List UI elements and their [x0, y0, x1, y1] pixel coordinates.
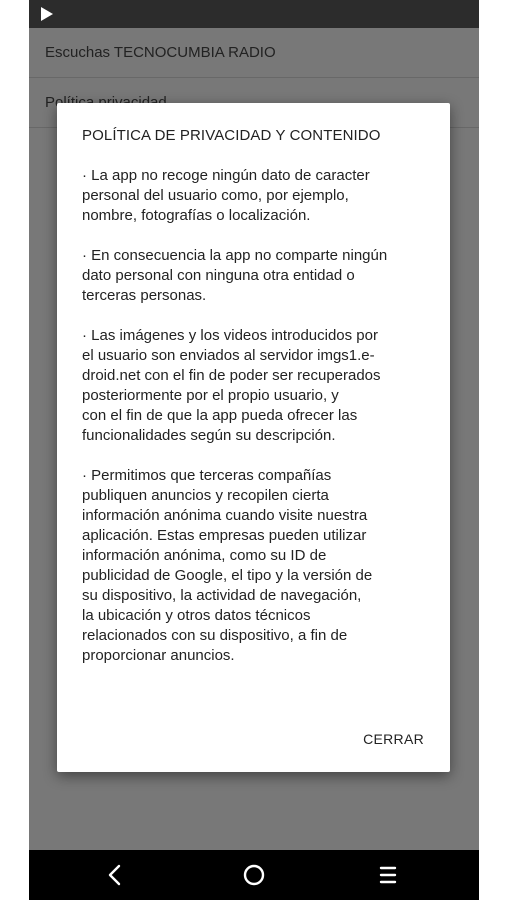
- privacy-dialog: [57, 103, 450, 772]
- play-icon[interactable]: [39, 5, 55, 23]
- home-icon[interactable]: [242, 863, 266, 887]
- dialog-body: [82, 166, 432, 686]
- phone-screen: [29, 0, 479, 900]
- privacy-paragraph-4: · Permitimos que terceras compañías publiquen anuncios y recopilen cierta información anónima cuando visite nuestra aplicación. Estas empresas pueden utilizar información anónima, como su ID de publicidad de Google, el tipo y la versión de su dispositivo, la actividad de navegación, la ubicación y otros datos técnicos relacionados con su dispositivo, a fin de proporcionar anuncios.: [82, 467, 373, 664]
- top-bar: [29, 0, 479, 28]
- dialog-title: POLÍTICA DE PRIVACIDAD Y CONTENIDO: [82, 127, 381, 144]
- menu-icon[interactable]: [376, 863, 400, 887]
- back-icon[interactable]: [104, 863, 128, 887]
- privacy-paragraph-2: · En consecuencia la app no comparte ningún dato personal con ninguna otra entidad o terceras personas.: [82, 247, 388, 304]
- privacy-paragraph-3: · Las imágenes y los videos introducidos por el usuario son enviados al servidor imgs1.e- droid.net con el fin de poder ser recuperados posteriormente por el propio usuario, y con el fin de que la app pueda ofrecer las funcionalidades según su descripción.: [82, 327, 381, 444]
- navigation-bar: [29, 850, 479, 900]
- privacy-paragraph-1: · La app no recoge ningún dato de caracter personal del usuario como, por ejemplo, nombre, fotografías o localización.: [82, 167, 370, 224]
- close-button[interactable]: CERRAR: [361, 727, 426, 751]
